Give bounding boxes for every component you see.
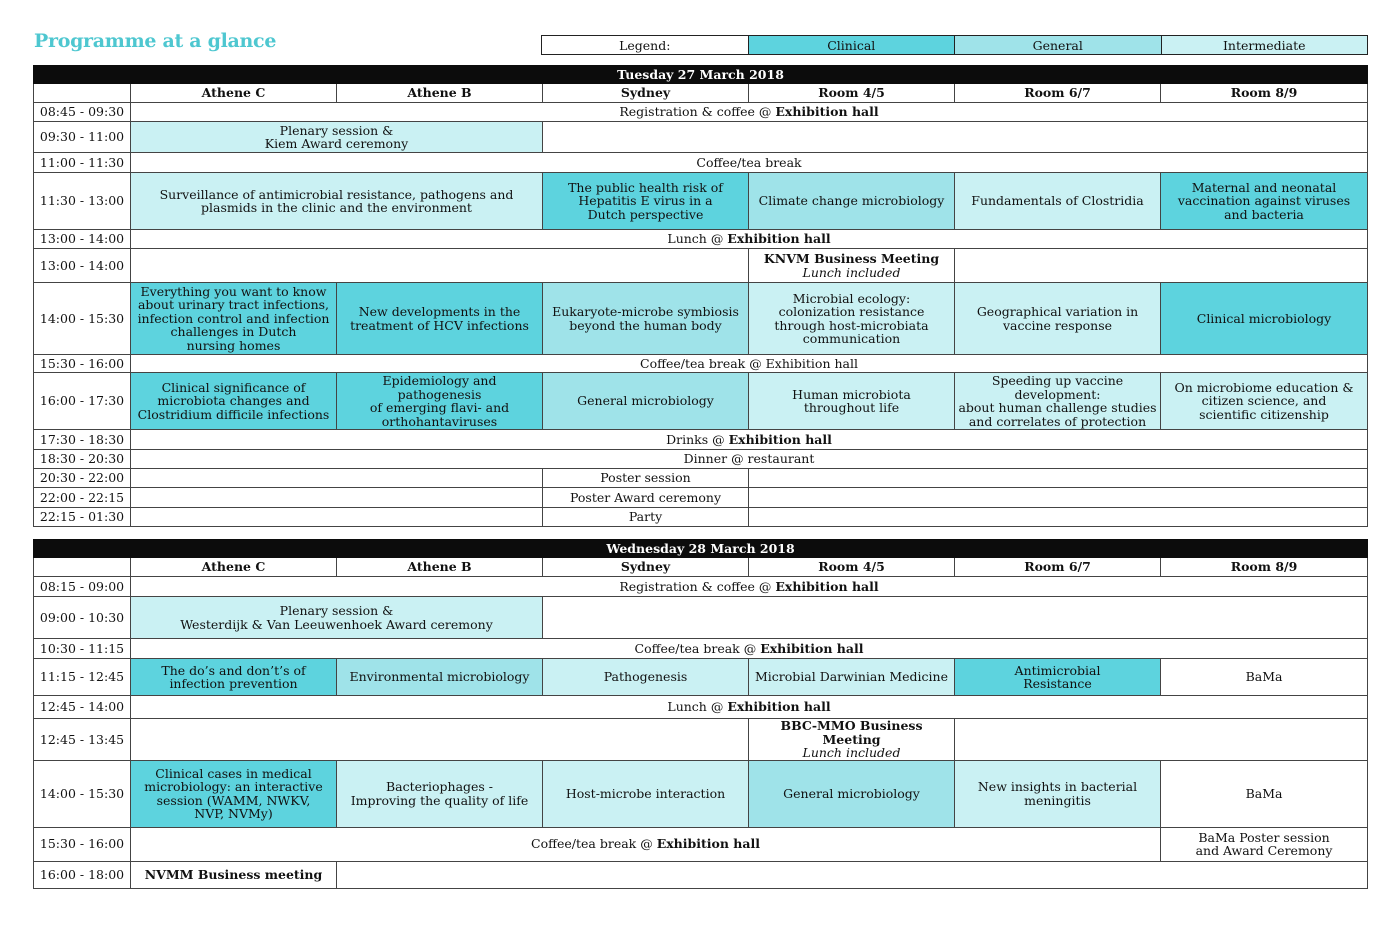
session-cell	[131, 577, 1368, 597]
empty-cell	[131, 719, 749, 761]
legend-label: Legend:	[542, 36, 749, 55]
session-title: Microbial Darwinian Medicine	[754, 669, 949, 685]
schedule-row	[34, 861, 1368, 888]
room-header: Athene C	[131, 558, 337, 577]
time-slot: 10:30 - 11:15	[34, 639, 131, 659]
session-title: New insights in bacterial meningitis	[977, 779, 1138, 808]
session-title: Pathogenesis	[603, 669, 688, 685]
session-cell	[131, 153, 1368, 173]
empty-cell	[131, 508, 543, 527]
session-title: Speeding up vaccine development: about human challenge studies and correlates of protection	[958, 373, 1157, 429]
venue-name: Exhibition hall	[728, 431, 832, 447]
empty-cell	[131, 488, 543, 508]
time-slot: 12:45 - 13:45	[34, 719, 131, 761]
session-cell	[749, 719, 955, 761]
session-cell	[543, 283, 749, 355]
legend-intermediate: Intermediate	[1161, 36, 1368, 55]
schedule-row	[34, 577, 1368, 597]
session-cell	[749, 249, 955, 283]
session-cell	[1161, 760, 1368, 827]
empty-cell	[337, 861, 1368, 888]
session-title: Clinical cases in medical microbiology: an interactive session (WAMM, NWKV, NVP, NVMy)	[144, 765, 323, 821]
session-cell	[1161, 659, 1368, 696]
schedule-row	[34, 488, 1368, 508]
time-slot: 11:15 - 12:45	[34, 659, 131, 696]
time-slot: 18:30 - 20:30	[34, 450, 131, 469]
schedule-row	[34, 173, 1368, 230]
room-header: Athene B	[337, 84, 543, 103]
empty-cell	[955, 249, 1368, 283]
session-cell	[337, 373, 543, 430]
schedule-row	[34, 450, 1368, 469]
session-title: Epidemiology and pathogenesis of emerging flavi- and orthohantaviruses	[369, 373, 510, 429]
time-slot: 15:30 - 16:00	[34, 827, 131, 861]
session-cell	[337, 760, 543, 827]
session-title: Coffee/tea break @	[634, 640, 761, 656]
session-cell	[131, 827, 1161, 861]
session-cell	[543, 508, 749, 527]
time-slot: 08:15 - 09:00	[34, 577, 131, 597]
schedule-row	[34, 508, 1368, 527]
session-title: The do’s and don’t’s of infection prevention	[161, 662, 306, 691]
session-cell	[1161, 283, 1368, 355]
session-title: Antimicrobial Resistance	[1014, 662, 1101, 691]
time-slot: 14:00 - 15:30	[34, 283, 131, 355]
room-header: Room 6/7	[955, 84, 1161, 103]
session-cell	[1161, 173, 1368, 230]
session-title: Environmental microbiology	[349, 669, 530, 685]
session-title: Bacteriophages - Improving the quality of life	[350, 779, 529, 808]
session-title: General microbiology	[783, 785, 920, 801]
time-slot: 09:00 - 10:30	[34, 597, 131, 639]
session-title: The public health risk of Hepatitis E virus in a Dutch perspective	[568, 179, 723, 222]
session-cell	[131, 597, 543, 639]
session-title: BaMa Poster session and Award Ceremony	[1195, 829, 1333, 858]
schedule-row	[34, 827, 1368, 861]
session-title: BaMa	[1245, 785, 1283, 801]
empty-cell	[749, 469, 1368, 488]
session-cell	[131, 230, 1368, 249]
schedule-row	[34, 659, 1368, 696]
session-cell	[749, 760, 955, 827]
time-slot: 22:15 - 01:30	[34, 508, 131, 527]
venue-name: Exhibition hall	[727, 699, 831, 715]
room-header: Room 8/9	[1161, 84, 1368, 103]
session-title: Fundamentals of Clostridia	[971, 193, 1144, 209]
empty-cell	[955, 719, 1368, 761]
meeting-note: Lunch included	[802, 264, 901, 280]
session-cell	[543, 488, 749, 508]
session-cell	[131, 283, 337, 355]
session-cell	[131, 103, 1368, 122]
session-cell	[1161, 373, 1368, 430]
time-slot: 15:30 - 16:00	[34, 355, 131, 373]
session-title: Microbial ecology: colonization resistance through host-microbiata communication	[774, 290, 929, 346]
legend-clinical: Clinical	[748, 36, 955, 55]
venue-name: Exhibition hall	[775, 104, 879, 120]
session-title: Maternal and neonatal vaccination against viruses and bacteria	[1177, 179, 1351, 222]
session-cell	[955, 760, 1161, 827]
session-cell	[543, 760, 749, 827]
session-cell	[749, 173, 955, 230]
session-cell	[337, 283, 543, 355]
session-cell	[543, 469, 749, 488]
time-header	[34, 558, 131, 577]
time-slot: 16:00 - 18:00	[34, 861, 131, 888]
time-slot: 14:00 - 15:30	[34, 760, 131, 827]
session-cell	[1161, 827, 1368, 861]
meeting-note: Lunch included	[802, 745, 901, 760]
session-cell	[131, 173, 543, 230]
schedule-row	[34, 355, 1368, 373]
session-title: Climate change microbiology	[758, 193, 945, 209]
session-cell	[337, 659, 543, 696]
session-cell	[131, 373, 337, 430]
schedule-row	[34, 249, 1368, 283]
schedule-row	[34, 639, 1368, 659]
schedule-row	[34, 430, 1368, 450]
session-title: BaMa	[1245, 669, 1283, 685]
session-title: Registration & coffee @	[619, 104, 776, 120]
session-title: Human microbiota throughout life	[792, 386, 911, 415]
empty-cell	[749, 508, 1368, 527]
schedule-row	[34, 719, 1368, 761]
session-cell	[955, 283, 1161, 355]
session-title: Eukaryote-microbe symbiosis beyond the human body	[552, 304, 739, 333]
session-title: Coffee/tea break @	[531, 836, 657, 852]
session-cell	[543, 173, 749, 230]
meeting-title: BBC-MMO Business Meeting	[780, 718, 923, 747]
room-header-row	[34, 84, 1368, 103]
time-slot: 22:00 - 22:15	[34, 488, 131, 508]
room-header: Room 8/9	[1161, 558, 1368, 577]
session-cell	[131, 760, 337, 827]
room-header: Athene B	[337, 558, 543, 577]
session-cell	[749, 373, 955, 430]
empty-cell	[131, 249, 749, 283]
session-title: Lunch @	[667, 231, 728, 247]
session-title: Coffee/tea break @ Exhibition hall	[640, 355, 858, 371]
time-slot: 08:45 - 09:30	[34, 103, 131, 122]
schedule-row	[34, 760, 1368, 827]
time-slot: 11:00 - 11:30	[34, 153, 131, 173]
session-cell	[955, 659, 1161, 696]
venue-name: Exhibition hall	[760, 640, 864, 656]
session-cell	[131, 450, 1368, 469]
time-slot: 09:30 - 11:00	[34, 122, 131, 153]
day-date: Tuesday 27 March 2018	[34, 66, 1368, 84]
time-slot: 11:30 - 13:00	[34, 173, 131, 230]
session-title: Drinks @	[666, 431, 729, 447]
session-cell	[131, 659, 337, 696]
session-title: Poster session	[600, 470, 691, 486]
time-slot: 13:00 - 14:00	[34, 230, 131, 249]
session-title: Party	[628, 509, 663, 525]
room-header: Sydney	[543, 84, 749, 103]
session-cell	[749, 283, 955, 355]
schedule-row	[34, 696, 1368, 719]
session-title: Host-microbe interaction	[565, 785, 726, 801]
session-cell	[131, 639, 1368, 659]
session-title: On microbiome education & citizen science, and scientific citizenship	[1174, 379, 1354, 422]
empty-cell	[543, 122, 1368, 153]
schedule-row	[34, 230, 1368, 249]
session-title: New developments in the treatment of HCV infections	[350, 304, 529, 333]
session-title: Coffee/tea break	[696, 154, 802, 170]
venue-name: Exhibition hall	[656, 836, 760, 852]
legend-general: General	[955, 36, 1162, 55]
session-title: Plenary session & Kiem Award ceremony	[264, 122, 409, 151]
empty-cell	[131, 469, 543, 488]
day-2-schedule	[33, 539, 1368, 889]
day-1-schedule	[33, 65, 1368, 527]
venue-name: Exhibition hall	[775, 578, 879, 594]
legend	[541, 35, 1368, 55]
room-header-row	[34, 558, 1368, 577]
schedule-row	[34, 153, 1368, 173]
session-cell	[955, 373, 1161, 430]
empty-cell	[749, 488, 1368, 508]
meeting-title: NVMM Business meeting	[144, 866, 323, 882]
day-header	[34, 540, 1368, 558]
time-slot: 17:30 - 18:30	[34, 430, 131, 450]
session-cell	[131, 861, 337, 888]
room-header: Room 6/7	[955, 558, 1161, 577]
session-title: Clinical significance of microbiota changes and Clostridium difficile infections	[137, 379, 330, 422]
time-slot: 16:00 - 17:30	[34, 373, 131, 430]
session-title: Dinner @ restaurant	[683, 451, 815, 467]
session-cell	[131, 430, 1368, 450]
day-date: Wednesday 28 March 2018	[34, 540, 1368, 558]
session-title: Surveillance of antimicrobial resistance, pathogens and plasmids in the clinic and the environment	[159, 186, 514, 215]
session-cell	[131, 355, 1368, 373]
room-header: Room 4/5	[749, 84, 955, 103]
schedule-row	[34, 597, 1368, 639]
empty-cell	[543, 597, 1368, 639]
session-title: General microbiology	[577, 393, 714, 409]
meeting-title: KNVM Business Meeting	[763, 251, 940, 266]
schedule-row	[34, 103, 1368, 122]
session-title: Clinical microbiology	[1196, 310, 1332, 326]
room-header: Room 4/5	[749, 558, 955, 577]
schedule-row	[34, 373, 1368, 430]
session-cell	[131, 122, 543, 153]
schedule-row	[34, 469, 1368, 488]
session-cell	[955, 173, 1161, 230]
session-title: Geographical variation in vaccine response	[976, 304, 1139, 333]
time-header	[34, 84, 131, 103]
session-cell	[131, 696, 1368, 719]
session-title: Registration & coffee @	[619, 578, 776, 594]
session-cell	[543, 373, 749, 430]
schedule-row	[34, 283, 1368, 355]
day-header	[34, 66, 1368, 84]
time-slot: 13:00 - 14:00	[34, 249, 131, 283]
schedule-row	[34, 122, 1368, 153]
page-title: Programme at a glance	[34, 30, 277, 52]
time-slot: 20:30 - 22:00	[34, 469, 131, 488]
session-title: Everything you want to know about urinary tract infections, infection control and infection challenges in Dutch nursing homes	[137, 283, 330, 353]
session-cell	[749, 659, 955, 696]
session-title: Poster Award ceremony	[569, 489, 722, 505]
room-header: Sydney	[543, 558, 749, 577]
session-title: Lunch @	[667, 699, 728, 715]
venue-name: Exhibition hall	[727, 231, 831, 247]
time-slot: 12:45 - 14:00	[34, 696, 131, 719]
session-title: Plenary session & Westerdijk & Van Leeuwenhoek Award ceremony	[180, 603, 493, 632]
session-cell	[543, 659, 749, 696]
room-header: Athene C	[131, 84, 337, 103]
